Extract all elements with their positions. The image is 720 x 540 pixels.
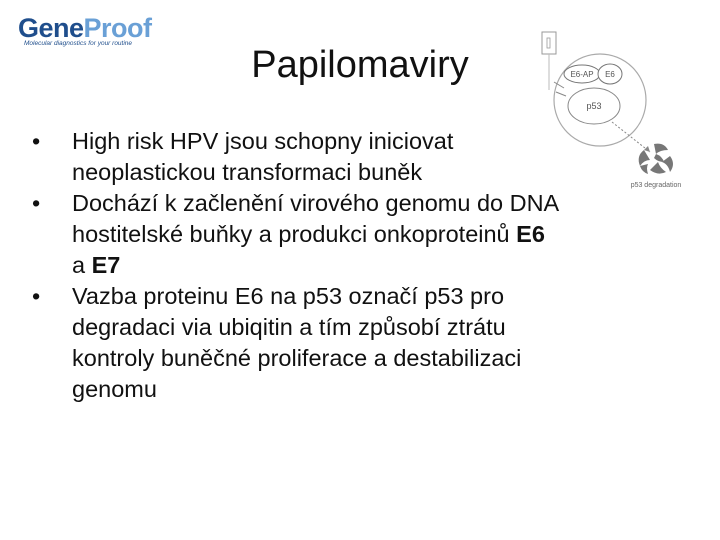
membrane-marker: [547, 38, 550, 48]
bullet-3-line-3: kontroly buněčné proliferace a destabilizaci: [72, 345, 522, 371]
bullet-3-line-2: degradaci via ubiqitin a tím způsobí ztrátu: [72, 314, 506, 340]
bullet-marker: •: [32, 283, 41, 309]
bullet-text-3: [72, 281, 700, 405]
membrane-box: [542, 32, 556, 54]
bullet-3-line-1: Vazba proteinu E6 na p53 označí p53 pro: [72, 283, 505, 309]
e6ap-label: E6-AP: [570, 70, 594, 79]
bold-e6: E6: [516, 221, 545, 247]
logo-gene-text: Gene: [18, 13, 84, 43]
bullet-text-1: [72, 126, 700, 188]
bold-e7: E7: [91, 252, 121, 278]
bullet-1-line-2: neoplastickou transformaci buněk: [72, 159, 423, 185]
bullet-3-line-4: genomu: [72, 376, 157, 402]
arrow-left-2: [556, 92, 566, 96]
bullet-text-2: [72, 188, 700, 281]
bullet-item-2: [30, 188, 700, 281]
bullet-item-1: [30, 126, 700, 188]
p53-label: p53: [586, 101, 602, 111]
degradation-label: p53 degradation: [630, 182, 682, 189]
logo-wordmark: [18, 13, 152, 43]
bullet-marker: •: [32, 190, 41, 216]
e6-label: E6: [605, 70, 615, 79]
bullet-item-3: [30, 281, 700, 405]
bullet-list: [30, 126, 700, 405]
bullet-2-line-1: Dochází k začlenění virového genomu do DNA: [72, 190, 560, 216]
bullet-2-line-2-text: hostitelské buňky a produkci onkoproteinů: [72, 221, 517, 247]
bullet-2-line-3: [72, 250, 700, 281]
bullet-2-line-3-text: a: [72, 252, 92, 278]
bullet-marker: •: [32, 128, 41, 154]
bullet-2-line-2: [72, 219, 700, 250]
logo-proof-text: Proof: [83, 13, 152, 43]
logo-tagline: Molecular diagnostics for your routine: [24, 40, 133, 47]
bullet-1-line-1: High risk HPV jsou schopny iniciovat: [72, 128, 454, 154]
slide-title-text: Papilomaviry: [251, 44, 469, 86]
